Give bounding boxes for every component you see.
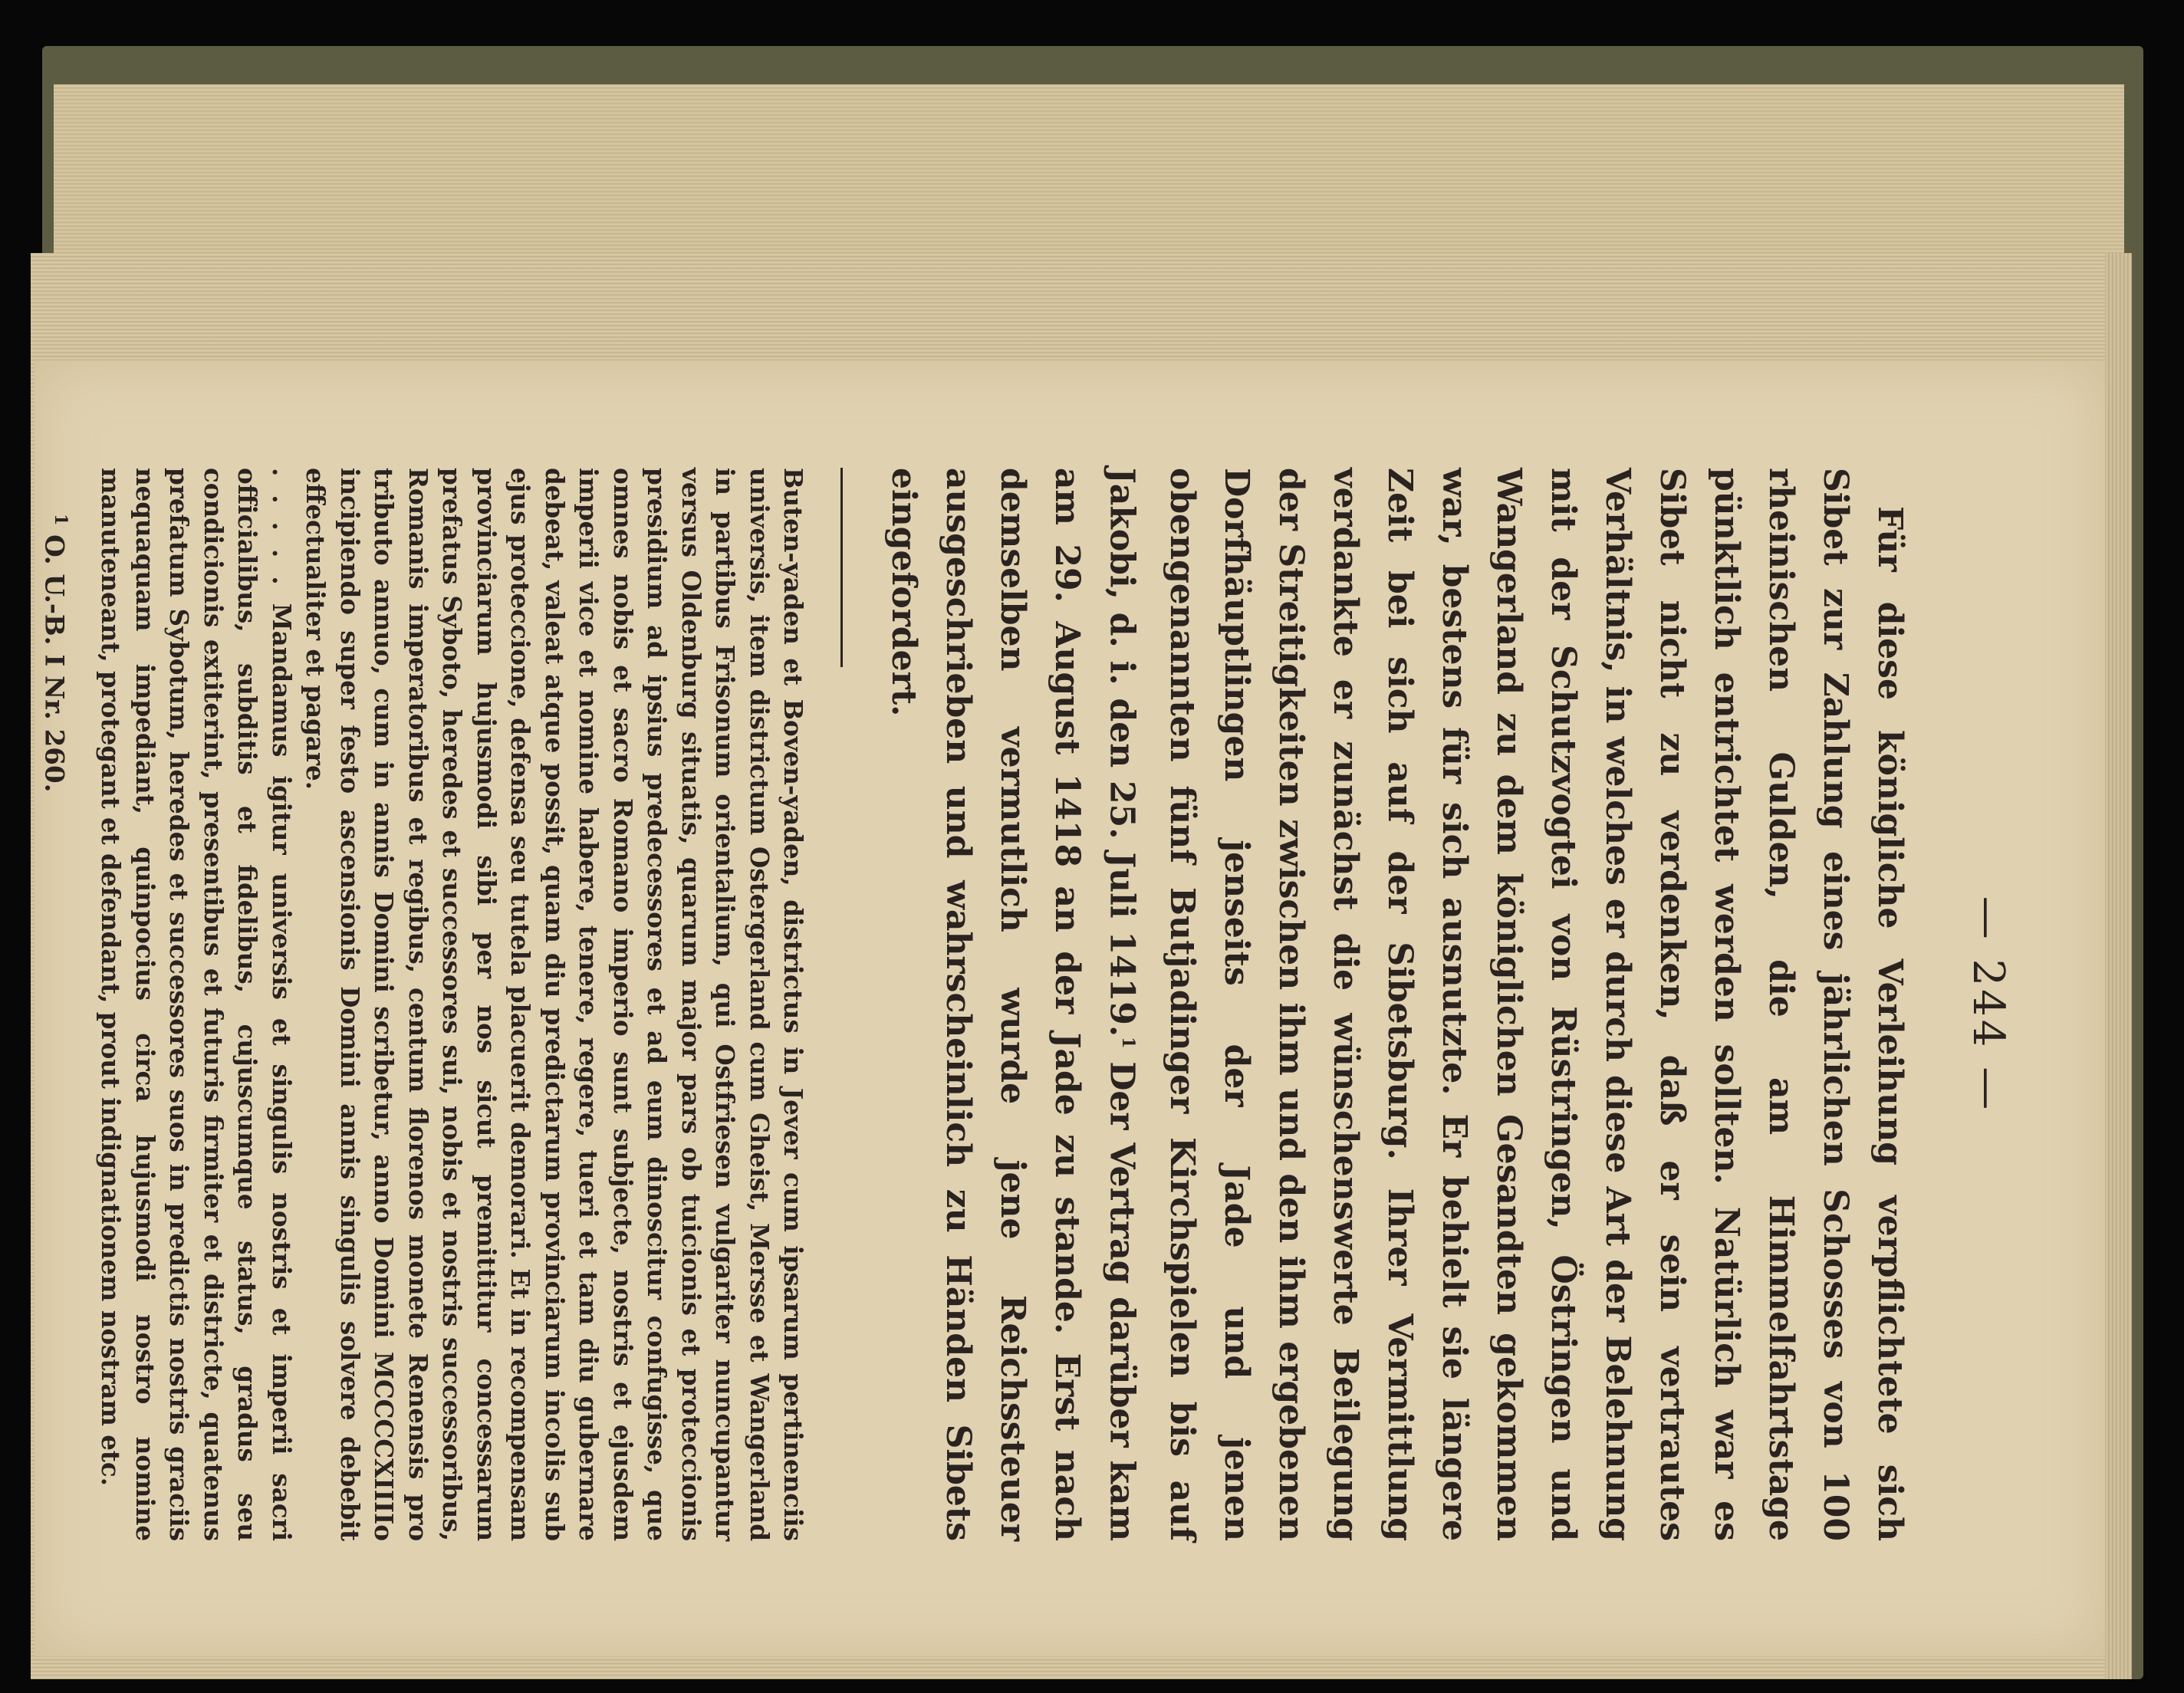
main-text-part-1: Für diese königliche Verleihung verpflichtete sich Sibet zur Zahlung eines jährlichen Schosses von 100 rheinischen Gulden, die am Himmelfahrtstage pünktlich entrichtet werden sollten. Natürlich war es Sibet nicht zu verdenken, daß er sein vertrautes Verhältnis, in welches er durch diese Art der Belehnung mit der Schutzvogtei von Rüstringen, Östringen und Wangerland zu dem königlichen Gesandten gekommen war, bestens für sich ausnutzte. Er behielt sie längere Zeit bei sich auf der Sibetsburg. Ihrer Vermittlung verdankte er zunächst die wünschenswerte Beilegung der Streitigkeiten zwischen ihm und den ihm ergebenen Dorfhäuptlingen jenseits der Jade und jenen obengenannten fünf Butjadinger Kirchspielen bis auf Jakobi, d. i. den 25. Juli 1419.	[1102, 468, 1909, 1541]
rotated-text-block	[35, 360, 2105, 1656]
section-divider	[840, 468, 843, 667]
latin-paragraph-2: . . . . . Mandamus igitur universis et singulis nostris et imperii sacri officialibus, subditis et fidelibus, cujuscumque status, gradus seu condicionis extiterint, presentibus et futuris firmiter et districte, quatenus prefatum Sybotum, heredes et successores suos in predictis nostris graciis nequaquam impediant, quinpocius circa hujusmodi nostro nomine manuteneant, protegant et defendant, prout indignationem nostram etc.	[96, 468, 297, 1541]
page-number: — 244 —	[1963, 896, 2013, 1113]
main-paragraph	[877, 468, 1917, 1541]
footnote	[39, 468, 71, 1541]
footnote-text: O. U.-B. I Nr. 260.	[38, 534, 70, 793]
latin-quotation	[94, 468, 811, 1541]
main-text-part-2: Der Vertrag darüber kam am 29. August 1418 an der Jade zu stande. Erst nach demselben vermutlich wurde jene Reichssteuer ausgeschrieben und wahrscheinlich zu Händen Sibets eingefordert.	[884, 468, 1142, 1541]
footnote-mark: 1	[50, 514, 71, 526]
page-edges-right	[2105, 253, 2132, 1679]
latin-paragraph-1: Buten-yaden et Boven-yaden, districtus in Jever cum ipsarum pertinenciis universis, item districtum Ostergerland cum Gheist, Mersse et Wangerland in partibus Frisonum orientalium, qui Ostfriesen vulgariter nuncupantur versus Oldenburg situatis, quarum major pars ob tuicionis et proteccionis presidium ad ipsius predecessores et ad eum dinoscitur confugisse, que omnes nobis et sacro Romano imperio sunt subjecte, nostris et ejusdem imperii vice et nomine habere, tenere, regere, tueri et tam diu gubernare debeat, valeat atque possit, quam diu predictarum provinciarum incolis sub ejus proteccione, defensa seu tutela placuerit demorari. Et in recompensam provinciarum hujusmodi sibi per nos sicut premittitur concessarum prefatus Syboto, heredes et successores sui, nobis et nostris successoribus, Romanis imperatoribus et regibus, centum florenos monete Renensis pro tributo annuo, cum in annis Domini scribetur, anno Domini MCCCCXIIIIo incipiendo super festo ascensionis Domini annis singulis solvere debebit effectualiter et pagare.	[301, 468, 809, 1541]
footnote-reference: 1	[1118, 1037, 1138, 1049]
page-content	[39, 468, 2013, 1541]
